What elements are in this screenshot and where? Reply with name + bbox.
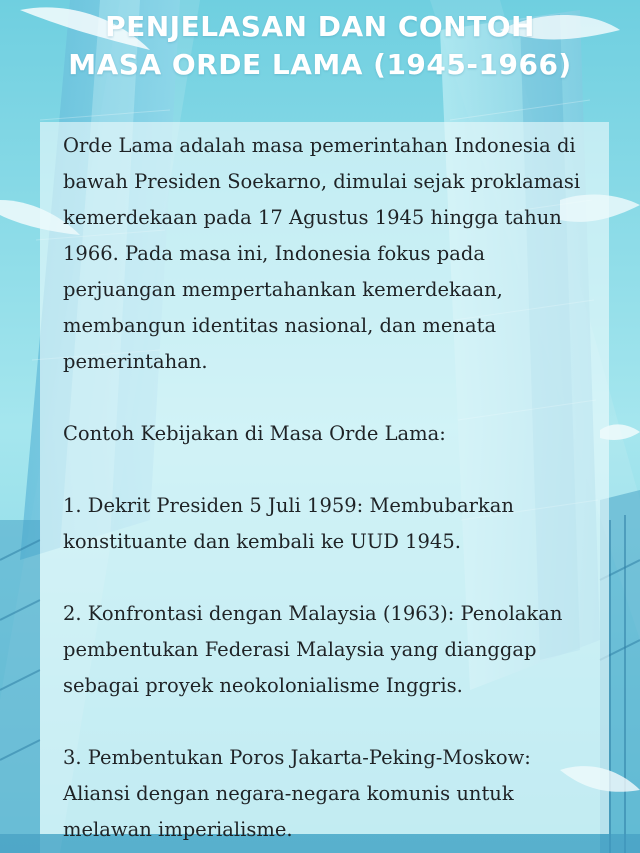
content: [63, 128, 603, 848]
intro-paragraph: Orde Lama adalah masa pemerintahan Indonesia di bawah Presiden Soekarno, dimulai sejak proklamasi kemerdekaan pada 17 Agustus 1945 hingga tahun 1966. Pada masa ini, Indonesia fokus pada perjuangan mempertahankan kemerdekaan, membangun identitas nasional, dan menata pemerintahan.: [63, 134, 581, 373]
example-item-1: 1. Dekrit Presiden 5 Juli 1959: Membubarkan konstituante dan kembali ke UUD 1945.: [63, 494, 514, 553]
title-line-2: MASA ORDE LAMA (1945-1966): [68, 48, 572, 81]
example-item-2: 2. Konfrontasi dengan Malaysia (1963): Penolakan pembentukan Federasi Malaysia yang dianggap sebagai proyek neokolonialisme Inggris.: [63, 602, 563, 697]
title-line-1: PENJELASAN DAN CONTOH: [105, 10, 535, 43]
example-item-3: 3. Pembentukan Poros Jakarta-Peking-Moskow: Aliansi dengan negara-negara komunis untuk melawan imperialisme.: [63, 746, 531, 841]
examples-heading: Contoh Kebijakan di Masa Orde Lama:: [63, 422, 446, 445]
title: [0, 8, 640, 84]
